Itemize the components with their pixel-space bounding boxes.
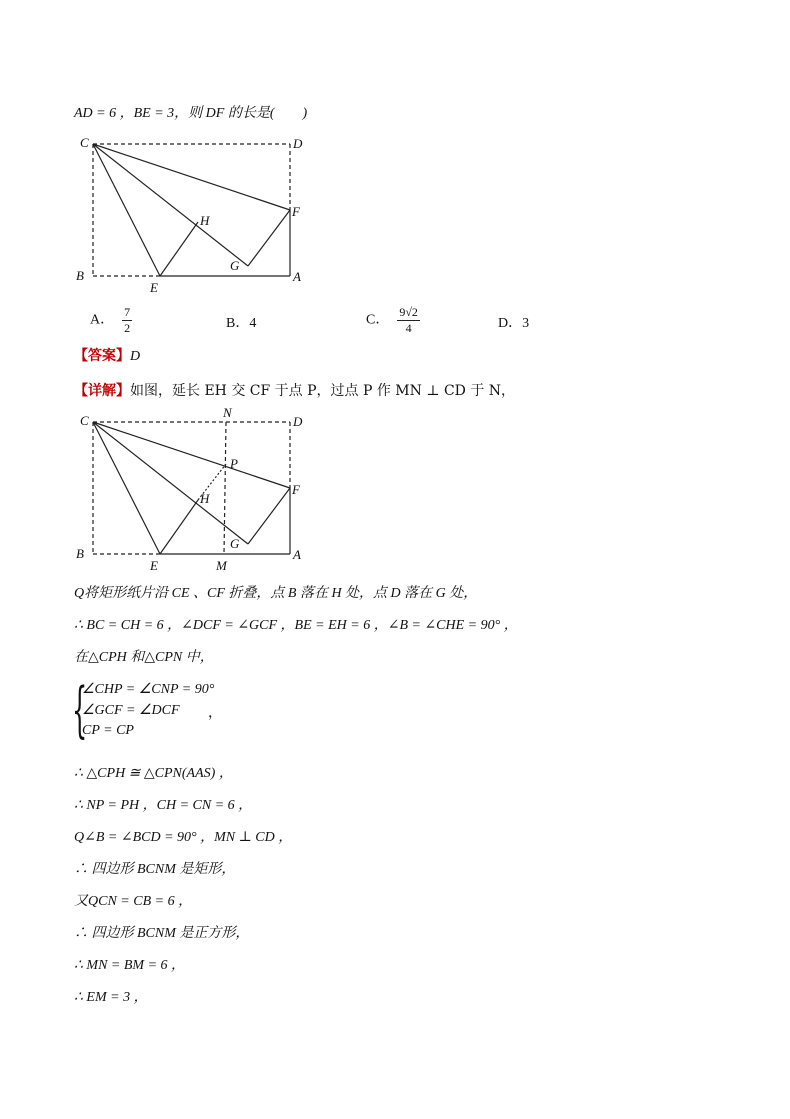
conclusion-4: ∴ 四边形 BCNM 是矩形， — [74, 862, 236, 877]
option-a-letter: A． — [90, 312, 115, 328]
conclusion-5: 又QCN = CB = 6 ， — [74, 894, 193, 909]
line-eh-2 — [160, 500, 198, 554]
step-3: 在△CPH 和△CPN 中， — [74, 650, 214, 665]
line-cg-2 — [93, 422, 248, 544]
conclusion-2: ∴ NP = PH ，CH = CN = 6 ， — [74, 798, 253, 813]
answer-tag: 【答案】 — [74, 348, 130, 364]
label-p-2: P — [230, 456, 238, 471]
detail-tag: 【详解】 — [74, 383, 130, 399]
system-line-3: CP = CP — [82, 723, 134, 738]
label-b: B — [76, 268, 84, 283]
label-g: G — [230, 258, 240, 273]
conclusion-8: ∴ EM = 3 ， — [74, 990, 148, 1005]
detail-intro: 如图，延长 EH 交 CF 于点 P，过点 P 作 MN ⊥ CD 于 N， — [130, 383, 516, 399]
label-c-2: C — [80, 413, 89, 428]
step-2: ∴ BC = CH = 6 ，∠DCF = ∠GCF ，BE = EH = 6 ，∠B = ∠CHE = 90° ， — [74, 618, 518, 633]
line-ce-2 — [93, 422, 160, 554]
system-brace: { — [72, 675, 88, 745]
option-b[interactable]: B．4 — [226, 316, 257, 331]
label-a-2: A — [293, 547, 301, 562]
option-a-denominator: 2 — [124, 321, 131, 335]
label-b-2: B — [76, 546, 84, 561]
label-c: C — [80, 135, 89, 150]
label-d: D — [293, 136, 303, 151]
label-n-2: N — [223, 405, 232, 420]
conclusion-6: ∴ 四边形 BCNM 是正方形， — [74, 926, 250, 941]
label-f: F — [292, 204, 300, 219]
option-d[interactable]: D．3 — [498, 316, 530, 331]
answer-value: D — [130, 349, 141, 364]
label-h: H — [200, 213, 210, 228]
label-h-2: H — [200, 491, 210, 506]
label-e-2: E — [150, 558, 158, 573]
label-f-2: F — [292, 482, 300, 497]
label-m-2: M — [216, 558, 227, 573]
line-mn — [224, 422, 226, 554]
system-line-2: ∠GCF = ∠DCF — [82, 703, 180, 718]
option-c-denominator: 4 — [405, 321, 412, 335]
line-gf-2 — [248, 488, 290, 544]
label-a: A — [293, 269, 301, 284]
label-g-2: G — [230, 536, 240, 551]
label-e: E — [150, 280, 158, 295]
option-c-letter: C． — [366, 312, 390, 328]
line-cf-2 — [93, 422, 290, 488]
system-tail: ， — [208, 706, 222, 721]
conclusion-1: ∴ △CPH ≅ △CPN(AAS) ， — [74, 766, 233, 781]
label-d-2: D — [293, 414, 303, 429]
system-line-1: ∠CHP = ∠CNP = 90° — [82, 682, 215, 697]
conclusion-7: ∴ MN = BM = 6 ， — [74, 958, 186, 973]
option-c-numerator: 9√2 — [399, 305, 418, 319]
option-a-numerator: 7 — [124, 305, 131, 319]
conclusion-3: Q∠B = ∠BCD = 90° ，MN ⊥ CD ， — [74, 830, 293, 845]
step-1: Q将矩形纸片沿 CE 、CF 折叠，点 B 落在 H 处，点 D 落在 G 处， — [74, 586, 478, 601]
problem-intro: AD = 6 ，BE = 3，则 DF 的长是( ) — [74, 106, 308, 121]
